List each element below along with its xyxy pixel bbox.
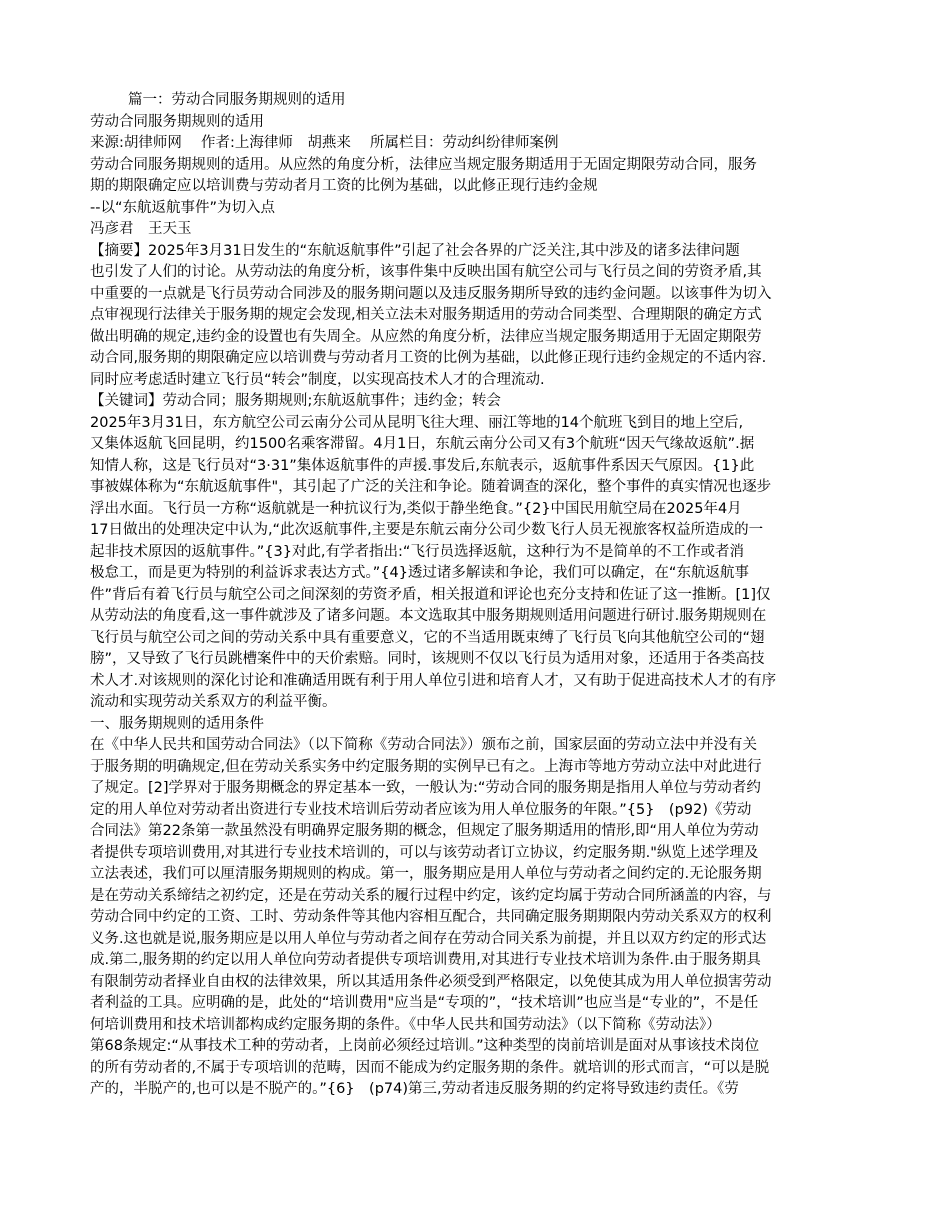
text-line: 中重要的一点就是飞行员劳动合同涉及的服务期问题以及违反服务期所导致的违约金问题。以该事件为切入 <box>90 285 772 302</box>
text-line: 浮出水面。飞行员一方称“返航就是一种抗议行为,类似于静坐绝食。”{2}中国民用航空局在2025年4月 <box>90 500 742 517</box>
text-line: 从劳动法的角度看,这一事件就涉及了诸多问题。本文选取其中服务期规则适用问题进行研讨.服务期规则在 <box>90 608 767 624</box>
text-line: 者提供专项培训费用,对其进行专业技术培训的，可以与该劳动者订立协议，约定服务期."纵览上述学理及 <box>90 844 759 861</box>
text-line: 何培训费用和技术培训都构成约定服务期的条件。《中华人民共和国劳动法》（以下简称《劳动法》） <box>90 1016 721 1033</box>
text-line: 劳动合同服务期规则的适用。从应然的角度分析，法律应当规定服务期适用于无固定期限劳动合同，服务 <box>90 156 757 173</box>
body-paragraph <box>90 413 860 714</box>
text-line: 产的，半脱产的,也可以是不脱产的。”{6} (p74)第三,劳动者违反服务期的约定将导致违约责任。《劳 <box>90 1081 739 1097</box>
text-line: 件”背后有着飞行员与航空公司之间深刻的劳资矛盾，相关报道和评论也充分支持和佐证了这一推断。[1]仅 <box>90 586 771 603</box>
text-line: 17日做出的处理决定中认为,“此次返航事件,主要是东航云南分公司少数飞行人员无视旅客权益所造成的一 <box>90 522 764 538</box>
text-line: 又集体返航飞回昆明，约1500名乘客滞留。4月1日，东航云南分公司又有3个航班“因天气缘故返航”.据 <box>90 436 755 452</box>
text-line: 【摘要】2025年3月31日发生的“东航返航事件”引起了社会各界的广泛关注,其中涉及的诸多法律问题 <box>90 242 740 259</box>
text-line: 期的期限确定应以培训费与劳动者月工资的比例为基础，以此修正现行违约金规 <box>90 178 598 194</box>
text-line: 极怠工，而是更为特别的利益诉求表达方式。”{4}透过诸多解读和争论，我们可以确定，在“东航返航事 <box>90 565 749 581</box>
text-line: 起非技术原因的返航事件。”{3}对此,有学者指出:“飞行员选择返航，这种行为不是简单的不工作或者消 <box>90 543 744 560</box>
text-line: 膀”，又导致了飞行员跳槽案件中的天价索赔。同时，该规则不仅以飞行员为适用对象，还适用于各类高技 <box>90 651 765 667</box>
document-heading: 篇一：劳动合同服务期规则的适用 <box>128 92 346 108</box>
text-line: 做出明确的规定,违约金的设置也有失周全。从应然的角度分析，法律应当规定服务期适用于无固定期限劳 <box>90 328 762 345</box>
text-line: 的所有劳动者的,不属于专项培训的范畴，因而不能成为约定服务期的条件。就培训的形式而言，“可以是脱 <box>90 1059 770 1076</box>
text-line: 是在劳动关系缔结之初约定，还是在劳动关系的履行过程中约定，该约定均属于劳动合同所涵盖的内容，与 <box>90 887 772 904</box>
text-line: 同时应考虑适时建立飞行员“转会”制度，以实现高技术人才的合理流动. <box>90 371 545 388</box>
article-subtitle: --以“东航返航事件”为切入点 <box>90 199 275 216</box>
abstract-paragraph <box>90 241 860 392</box>
text-line: 义务.这也就是说,服务期应是以用人单位与劳动者之间存在劳动合同关系为前提，并且以双方约定的形式达 <box>90 930 767 947</box>
text-line: 知情人称，这是飞行员对“3·31”集体返航事件的声援.事发后,东航表示，返航事件系因天气原因。{1}此 <box>90 457 755 474</box>
intro-paragraph <box>90 155 860 198</box>
text-line: 于服务期的明确规定,但在劳动关系实务中约定服务期的实例早已有之。上海市等地方劳动立法中对此进行 <box>90 758 762 775</box>
text-line: 事被媒体称为“东航返航事件"，其引起了广泛的关注和争论。随着调查的深化，整个事件的真实情况也逐步 <box>90 479 772 495</box>
text-line: 点审视现行法律关于服务期的规定会发现,相关立法未对服务期适用的劳动合同类型、合理期限的确定方式 <box>90 307 762 323</box>
article-title: 劳动合同服务期规则的适用 <box>90 113 264 130</box>
keywords-line: 【关键词】劳动合同；服务期规则;东航返航事件；违约金；转会 <box>90 393 501 409</box>
section-paragraph <box>90 735 860 1101</box>
text-line: 者利益的工具。应明确的是，此处的“培训费用"应当是“专项的”，“技术培训”也应当是“专业的”，不是任 <box>90 995 759 1011</box>
text-line: 2025年3月31日，东方航空公司云南分公司从昆明飞往大理、丽江等地的14个航班飞到目的地上空后, <box>90 414 744 431</box>
text-line: 有限制劳动者择业自由权的法律效果，所以其适用条件必须受到严格限定，以免使其成为用人单位损害劳动 <box>90 973 772 990</box>
text-line: 立法表述，我们可以厘清服务期规则的构成。第一，服务期应是用人单位与劳动者之间约定的.无论服务期 <box>90 866 762 882</box>
text-line: 第68条规定:“从事技术工种的劳动者，上岗前必须经过培训。”这种类型的岗前培训是面对从事该技术岗位 <box>90 1038 760 1054</box>
text-line: 成.第二,服务期的约定以用人单位向劳动者提供专项培训费用,对其进行专业技术培训为条件.由于服务期具 <box>90 952 761 968</box>
source-line: 来源:胡律师网 作者:上海律师 胡燕来 所属栏目：劳动纠纷律师案例 <box>90 135 559 151</box>
text-line: 了规定。[2]学界对于服务期概念的界定基本一致，一般认为:“劳动合同的服务期是指用人单位与劳动者约 <box>90 780 761 796</box>
text-line: 动合同,服务期的期限确定应以培训费与劳动者月工资的比例为基础，以此修正现行违约金规定的不适内容. <box>90 350 767 366</box>
text-line: 在《中华人民共和国劳动合同法》（以下简称《劳动合同法》）颁布之前，国家层面的劳动立法中并没有关 <box>90 737 757 753</box>
text-line: 飞行员与航空公司之间的劳动关系中具有重要意义，它的不当适用既束缚了飞行员飞向其他航空公司的“翅 <box>90 629 765 646</box>
text-line: 合同法》第22条第一款虽然没有明确界定服务期的概念，但规定了服务期适用的情形,即“用人单位为劳动 <box>90 823 759 839</box>
section-heading: 一、服务期规则的适用条件 <box>90 715 264 732</box>
text-line: 也引发了人们的讨论。从劳动法的角度分析，该事件集中反映出国有航空公司与飞行员之间的劳资矛盾,其 <box>90 264 762 280</box>
text-line: 劳动合同中约定的工资、工时、劳动条件等其他内容相互配合，共同确定服务期期限内劳动关系双方的权利 <box>90 909 772 925</box>
text-line: 术人才.对该规则的深化讨论和准确适用既有利于用人单位引进和培育人才，又有助于促进高技术人才的有序 <box>90 672 777 689</box>
authors: 冯彦君 王天玉 <box>90 221 192 237</box>
text-line: 流动和实现劳动关系双方的利益平衡。 <box>90 694 337 710</box>
text-line: 定的用人单位对劳动者出资进行专业技术培训后劳动者应该为用人单位服务的年限。”{5} (p92)《劳动 <box>90 801 752 818</box>
